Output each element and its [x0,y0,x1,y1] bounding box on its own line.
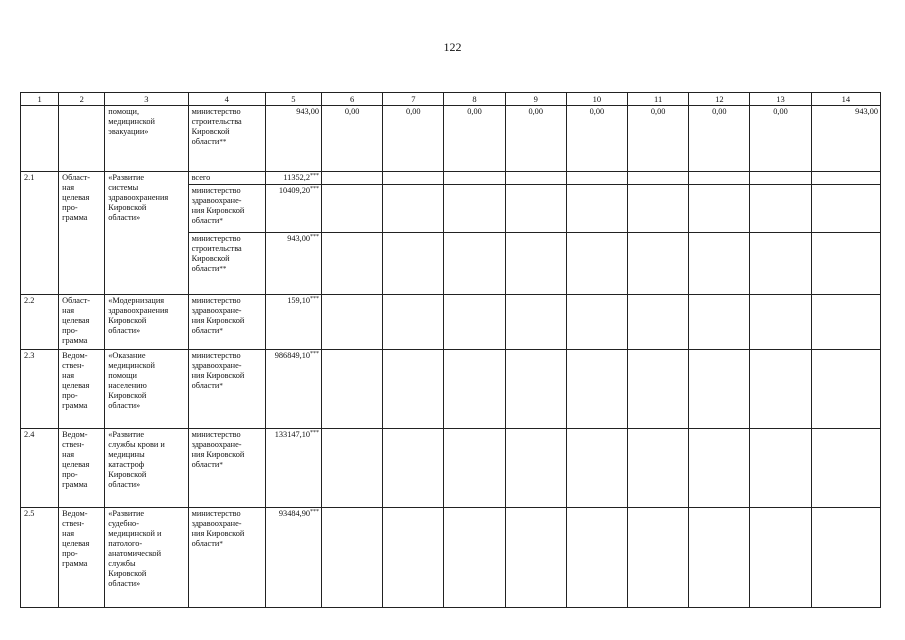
executor-cell [188,185,265,233]
program-row [21,429,881,508]
empty-cell [383,295,444,350]
amount-cell [265,185,321,233]
year-cell: 0,00 [689,106,750,172]
column-header: 10 [566,93,627,106]
empty-cell [444,508,505,608]
program-row [21,508,881,608]
empty-cell [505,185,566,233]
row-number-cell: 2.4 [21,429,59,508]
empty-cell [444,429,505,508]
empty-cell [444,185,505,233]
table-body [21,93,881,608]
amount-cell [265,508,321,608]
row-number-cell: 2.1 [21,172,59,295]
empty-cell [811,172,880,185]
empty-cell [383,350,444,429]
empty-cell [444,172,505,185]
row-number-cell: 2.2 [21,295,59,350]
column-header: 12 [689,93,750,106]
amount-cell [265,350,321,429]
empty-cell [628,508,689,608]
executor-text: министерство здравоохране- ния Кировской области [191,430,245,469]
program-name-cell: «Развитие службы крови и медицины катастроф Кировской области» [105,429,188,508]
executor-cell [188,508,265,608]
executor-mark: ** [219,265,227,273]
program-type-cell: Ведом- ствен- ная целевая про- грамма [59,508,105,608]
amount-mark: *** [310,186,320,192]
program-row [21,172,881,185]
column-header: 14 [811,93,880,106]
program-name-cell: «Развитие системы здравоохранения Кировской области» [105,172,188,295]
program-row [21,295,881,350]
empty-cell [811,295,880,350]
empty-cell [566,350,627,429]
year-cell: 0,00 [322,106,383,172]
empty-cell [811,185,880,233]
row-number-cell [21,106,59,172]
program-type-cell: Ведом- ствен- ная целевая про- грамма [59,350,105,429]
continuation-row [21,106,881,172]
amount-mark: *** [310,351,320,357]
empty-cell [750,350,811,429]
column-header: 5 [265,93,321,106]
empty-cell [322,233,383,295]
column-header: 9 [505,93,566,106]
empty-cell [566,429,627,508]
executor-text: министерство здравоохране- ния Кировской области [191,509,245,548]
column-header: 1 [21,93,59,106]
empty-cell [505,508,566,608]
empty-cell [322,172,383,185]
executor-mark: * [219,540,223,548]
amount-value: 986849,10 [274,351,311,360]
empty-cell [566,295,627,350]
empty-cell [689,185,750,233]
empty-cell [628,295,689,350]
empty-cell [750,172,811,185]
empty-cell [811,233,880,295]
column-header: 7 [383,93,444,106]
empty-cell [444,233,505,295]
column-header: 4 [188,93,265,106]
column-header: 6 [322,93,383,106]
amount-cell [265,233,321,295]
empty-cell [322,185,383,233]
executor-mark: * [219,327,223,335]
amount-value: 943,00 [287,234,311,243]
executor-text: министерство здравоохране- ния Кировской области [191,296,245,335]
empty-cell [505,350,566,429]
empty-cell [505,429,566,508]
empty-cell [322,350,383,429]
year-cell: 0,00 [566,106,627,172]
column-header: 11 [628,93,689,106]
amount-cell [265,172,321,185]
empty-cell [322,508,383,608]
program-name-cell: «Развитие судебно- медицинской и патолого- анатомической службы Кировской области» [105,508,188,608]
empty-cell [383,172,444,185]
amount-mark: *** [310,430,320,436]
executor-cell [188,295,265,350]
empty-cell [566,508,627,608]
empty-cell [444,350,505,429]
executor-text: министерство здравоохране- ния Кировской области [191,186,245,225]
empty-cell [750,295,811,350]
empty-cell [322,429,383,508]
year-cell: 0,00 [383,106,444,172]
program-row [21,350,881,429]
executor-text: министерство строительства Кировской области [191,107,242,146]
empty-cell [505,233,566,295]
executor-text: всего [191,173,211,182]
amount-value: 133147,10 [274,430,311,439]
empty-cell [750,508,811,608]
program-name-cell: «Оказание медицинской помощи населению Кировской области» [105,350,188,429]
program-type-cell: Област- ная целевая про- грамма [59,172,105,295]
header-row [21,93,881,106]
empty-cell [628,185,689,233]
program-type-cell [59,106,105,172]
column-header: 3 [105,93,188,106]
empty-cell [811,429,880,508]
total-cell: 943,00 [811,106,880,172]
amount-mark: *** [310,234,320,240]
empty-cell [383,508,444,608]
amount-value: 93484,90 [278,509,311,518]
column-header: 2 [59,93,105,106]
empty-cell [505,295,566,350]
column-header: 13 [750,93,811,106]
program-type-cell: Област- ная целевая про- грамма [59,295,105,350]
amount-cell: 943,00 [265,106,321,172]
empty-cell [750,233,811,295]
executor-cell [188,106,265,172]
empty-cell [689,429,750,508]
empty-cell [689,172,750,185]
column-header: 8 [444,93,505,106]
budget-table [20,92,881,608]
amount-value: 11352,2 [283,173,311,182]
empty-cell [383,233,444,295]
empty-cell [811,508,880,608]
empty-cell [689,508,750,608]
empty-cell [628,172,689,185]
empty-cell [566,172,627,185]
amount-value: 159,10 [287,296,311,305]
amount-cell [265,429,321,508]
empty-cell [689,350,750,429]
year-cell: 0,00 [628,106,689,172]
program-name-cell: помощи, медицинской эвакуации» [105,106,188,172]
amount-mark: *** [310,296,320,302]
empty-cell [383,429,444,508]
empty-cell [628,429,689,508]
empty-cell [566,233,627,295]
empty-cell [811,350,880,429]
executor-cell [188,350,265,429]
empty-cell [383,185,444,233]
year-cell: 0,00 [444,106,505,172]
year-cell: 0,00 [505,106,566,172]
empty-cell [750,429,811,508]
empty-cell [689,295,750,350]
row-number-cell: 2.5 [21,508,59,608]
empty-cell [628,350,689,429]
executor-mark: ** [219,138,227,146]
executor-text: министерство здравоохране- ния Кировской области [191,351,245,390]
amount-cell [265,295,321,350]
empty-cell [750,185,811,233]
empty-cell [505,172,566,185]
empty-cell [444,295,505,350]
page-number: 122 [443,40,462,54]
amount-mark: *** [310,509,320,515]
empty-cell [566,185,627,233]
executor-mark: * [219,217,223,225]
program-type-cell: Ведом- ствен- ная целевая про- грамма [59,429,105,508]
executor-mark: * [219,382,223,390]
empty-cell [322,295,383,350]
executor-cell [188,172,265,185]
amount-value: 10409,20 [278,186,311,195]
empty-cell [689,233,750,295]
empty-cell [628,233,689,295]
executor-cell [188,233,265,295]
year-cell: 0,00 [750,106,811,172]
amount-mark: *** [310,173,320,179]
executor-mark: * [219,461,223,469]
row-number-cell: 2.3 [21,350,59,429]
executor-cell [188,429,265,508]
program-name-cell: «Модернизация здравоохранения Кировской области» [105,295,188,350]
executor-text: министерство строительства Кировской области [191,234,242,273]
